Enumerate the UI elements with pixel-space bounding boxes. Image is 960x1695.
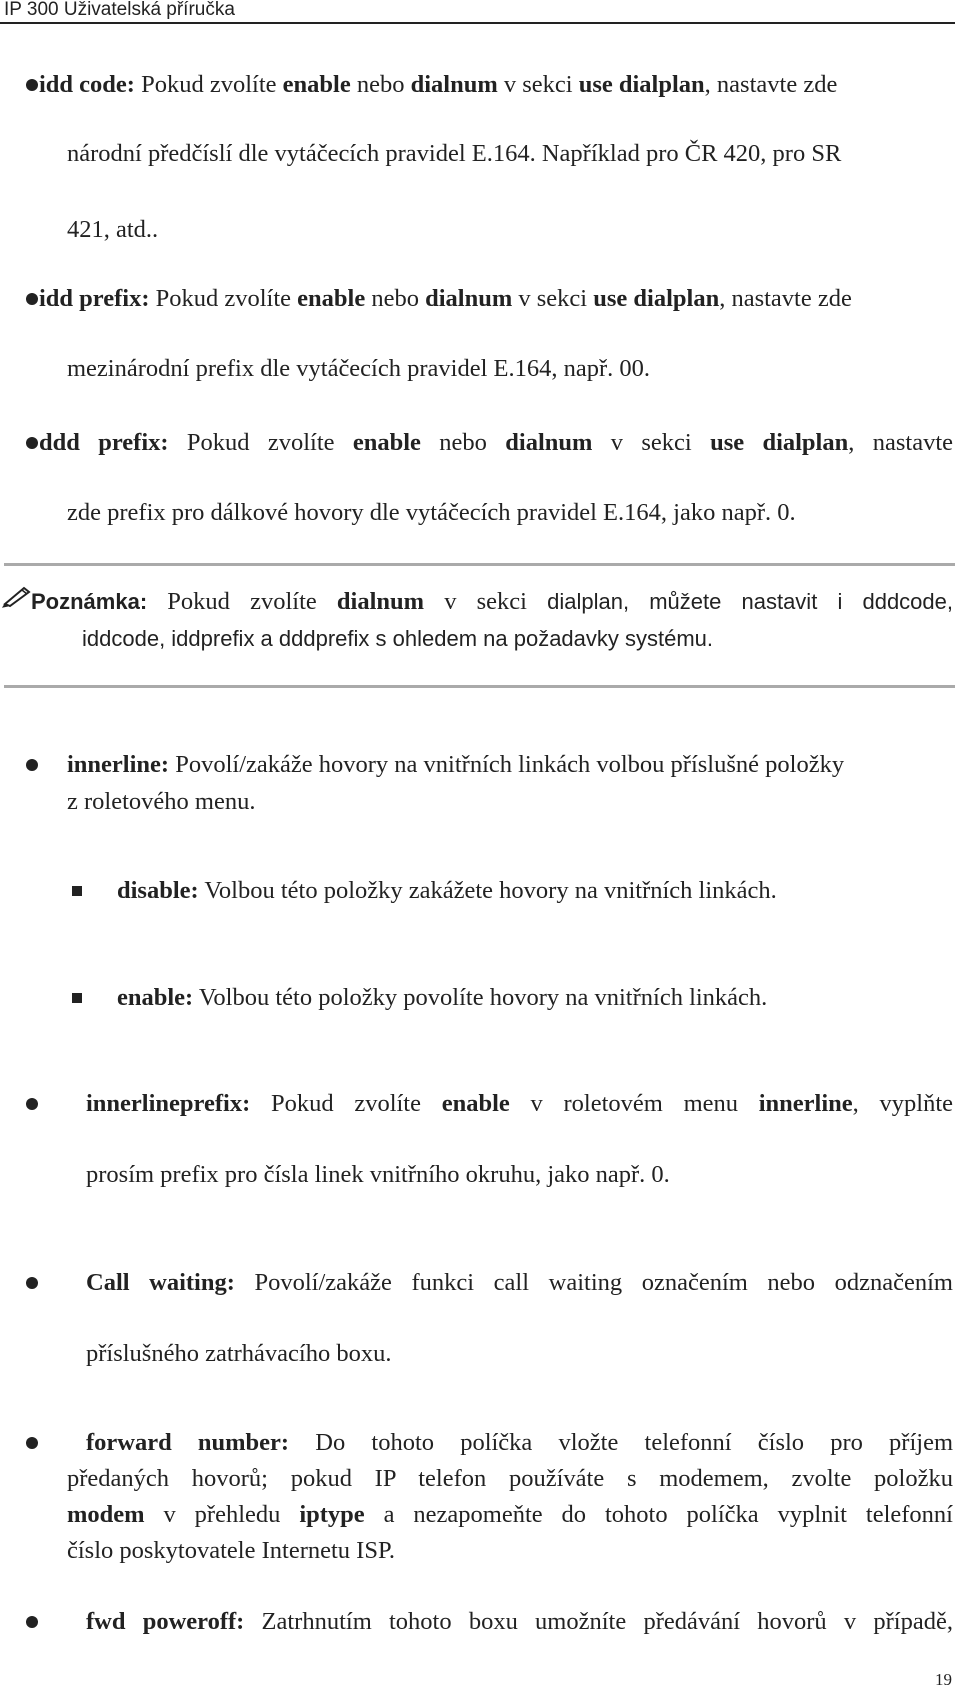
innerline-enable: enable: Volbou této položky povolíte hovory na vnitřních linkách.: [117, 984, 768, 1011]
innerline-line2: z roletového menu.: [67, 788, 256, 815]
idd-code-line1: idd code: Pokud zvolíte enable nebo dialnum v sekci use dialplan, nastavte zde: [39, 71, 838, 98]
bullet-icon: [26, 1277, 38, 1289]
page-number: 19: [935, 1670, 952, 1689]
innerlineprefix-line1: innerlineprefix: Pokud zvolíte enable v roletovém menu innerline, vyplňte: [86, 1090, 953, 1117]
idd-code-line3: 421, atd..: [67, 216, 159, 243]
bullet-icon: [26, 759, 38, 771]
idd-prefix-line1: idd prefix: Pokud zvolíte enable nebo dialnum v sekci use dialplan, nastavte zde: [39, 285, 852, 312]
page-header: [0, 0, 955, 24]
forward-number-line1: forward number: Do tohoto políčka vložte telefonní číslo pro příjem: [86, 1429, 954, 1456]
innerlineprefix-line2: prosím prefix pro čísla linek vnitřního okruhu, jako např. 0.: [86, 1161, 670, 1188]
bullet-icon: [26, 1616, 38, 1628]
note-line2: iddcode, iddprefix a dddprefix s ohledem na požadavky systému.: [82, 626, 714, 651]
note-label: Poznámka:: [31, 589, 148, 614]
ddd-prefix-line1: ddd prefix: Pokud zvolíte enable nebo dialnum v sekci use dialplan, nastavte: [39, 429, 953, 456]
innerline-line1: innerline: Povolí/zakáže hovory na vnitřních linkách volbou příslušné položky: [67, 751, 845, 778]
bullet-icon: [26, 293, 38, 305]
call-waiting-line2: příslušného zatrhávacího boxu.: [86, 1340, 392, 1367]
innerline-disable: disable: Volbou této položky zakážete hovory na vnitřních linkách.: [117, 877, 777, 904]
idd-prefix-line2: mezinárodní prefix dle vytáčecích pravidel E.164, např. 00.: [67, 355, 651, 382]
square-bullet-icon: [72, 993, 82, 1003]
bullet-icon: [26, 1098, 38, 1110]
square-bullet-icon: [72, 886, 82, 896]
bullet-icon: [26, 1437, 38, 1449]
forward-number-line4: číslo poskytovatele Internetu ISP.: [67, 1537, 395, 1564]
call-waiting-line1: Call waiting: Povolí/zakáže funkci call waiting označením nebo odznačením: [86, 1269, 953, 1296]
bullet-icon: [26, 437, 38, 449]
ddd-prefix-line2: zde prefix pro dálkové hovory dle vytáčecích pravidel E.164, jako např. 0.: [67, 499, 796, 526]
note-top-rule: [4, 563, 955, 566]
document-title: IP 300 Uživatelská příručka: [4, 0, 235, 20]
forward-number-line3: modem v přehledu iptype a nezapomeňte do tohoto políčka vyplnit telefonní: [67, 1501, 953, 1528]
forward-number-line2: předaných hovorů; pokud IP telefon používáte s modemem, zvolte položku: [67, 1465, 953, 1492]
idd-code-line2: národní předčíslí dle vytáčecích pravidel E.164. Například pro ČR 420, pro SR: [67, 140, 842, 167]
note-bottom-rule: [4, 685, 955, 688]
note-line1: Poznámka: Pokud zvolíte dialnum v sekci dialplan, můžete nastavit i dddcode,: [31, 588, 953, 615]
fwd-poweroff-line1: fwd poweroff: Zatrhnutím tohoto boxu umožníte předávání hovorů v případě,: [86, 1608, 953, 1635]
bullet-icon: [26, 79, 38, 91]
